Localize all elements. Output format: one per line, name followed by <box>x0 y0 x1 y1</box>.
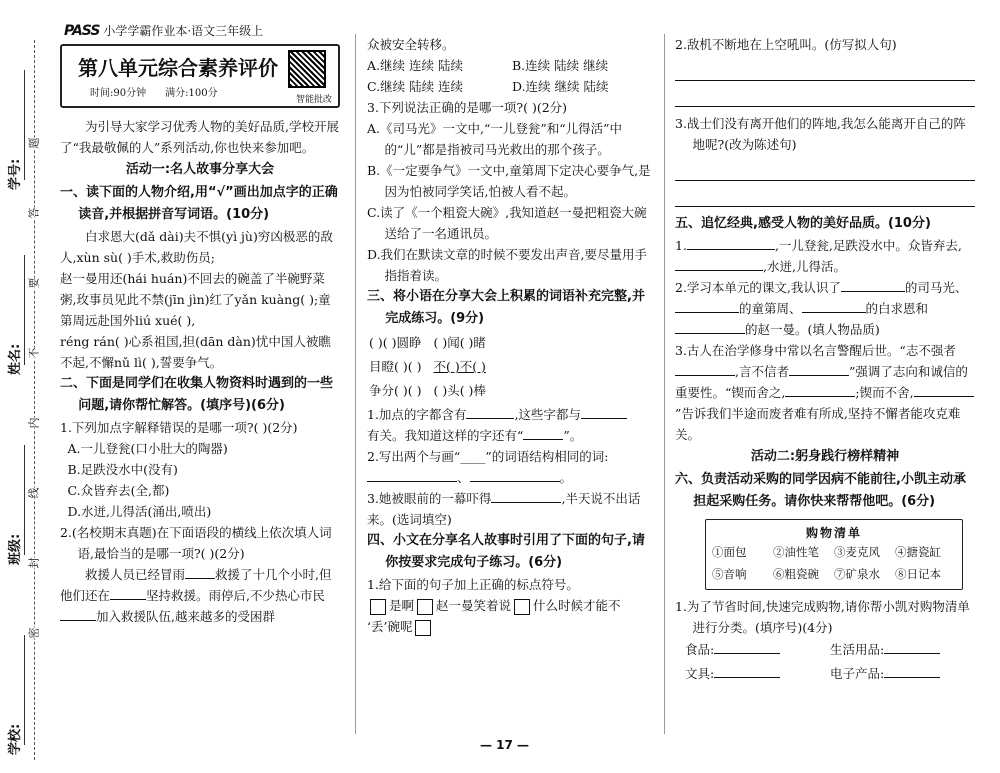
answer-blank[interactable] <box>914 396 974 397</box>
seal-word: 线 <box>27 487 41 499</box>
fill-line[interactable] <box>24 635 25 745</box>
text: 救援人员已经冒雨 <box>85 567 186 582</box>
series-title: 小学学霸作业本·语文三年级上 <box>103 24 264 38</box>
seal-word: 不 <box>27 347 41 359</box>
text: ,一儿登瓮,足跌没水中。众皆弃去, <box>774 238 962 253</box>
shopping-items <box>712 541 956 585</box>
passage-line: 赵一曼用还(hái huán)不回去的碗盖了半碗野菜粥,玫事员见此不禁(jīn jìn)红了yǎn kuàng( );童第周远赴国外liú xué( ), <box>60 271 331 328</box>
question <box>675 277 975 340</box>
question <box>367 425 657 446</box>
answer-blank[interactable] <box>523 439 563 440</box>
column-right <box>675 34 975 686</box>
text: ;锲而不舍, <box>855 385 914 400</box>
option-grid <box>367 55 657 97</box>
option[interactable]: B.《一定要争气》一文中,童第周下定决心要争气,是因为怕被同学笑话,怕被人看不起。 <box>367 163 651 199</box>
option[interactable]: A.一儿登瓮(口小肚大的陶器) <box>67 441 228 456</box>
binding-strip <box>4 40 50 760</box>
answer-line: 、 。 <box>367 467 657 488</box>
category-grid <box>675 638 975 686</box>
idiom-cell[interactable]: ( )头( )棒 <box>433 383 486 398</box>
question <box>367 488 657 530</box>
text: 文具: <box>685 666 715 681</box>
text: 的童第周、 <box>739 301 802 316</box>
question: 1.为了节省时间,快速完成购物,请你帮小凯对购物清单进行分类。(填序号)(4分) <box>675 599 970 635</box>
shop-item: ⑤音响 <box>712 567 747 581</box>
shop-item: ④搪瓷缸 <box>895 545 941 559</box>
question: 2.敌机不断地在上空吼叫。(仿写拟人句) <box>675 37 897 52</box>
section-heading: 一、读下面的人物介绍,用“√”画出加点字的正确读音,并根据拼音写词语。(10分) <box>60 185 338 222</box>
answer-line[interactable] <box>675 55 975 81</box>
brand-logo: PASS <box>64 23 100 39</box>
question: 1.给下面的句子加上正确的标点符号。 <box>367 577 579 592</box>
question <box>675 235 975 277</box>
text: ”告诉我们半途而废者难有所成,坚持不懈者能攻克难关。 <box>675 406 961 442</box>
text: 加入救援队伍,越来越多的受困群 <box>96 609 275 624</box>
text: 3.古人在治学修身中常以名言警醒后世。“志不强者 <box>675 343 956 358</box>
text: 电子产品: <box>830 666 885 681</box>
text: 3.她被眼前的一幕吓得 <box>367 491 492 506</box>
field-class: 班级: <box>8 533 23 565</box>
shop-item: ⑦矿泉水 <box>834 567 880 581</box>
option[interactable]: D.水迸,儿得活(涌出,喷出) <box>67 504 212 519</box>
text: ,言不信者 <box>735 364 789 379</box>
idiom-cell[interactable]: ( )闻( )睹 <box>433 335 486 350</box>
idiom-cell[interactable]: 不( )不( ) <box>433 359 486 374</box>
text: ,水迸,儿得活。 <box>763 259 846 274</box>
answer-blank[interactable] <box>714 677 780 678</box>
full-score: 满分:100分 <box>165 88 218 99</box>
text: 1. <box>675 238 687 253</box>
time-limit: 时间:90分钟 <box>90 88 147 99</box>
text: ‘丢’碗呢 <box>367 619 413 634</box>
text: ”。 <box>563 428 583 443</box>
category-daily <box>830 638 975 662</box>
text: 1.加点的字都含有 <box>367 407 467 422</box>
fill-line[interactable] <box>24 70 25 180</box>
answer-blank[interactable] <box>675 312 739 313</box>
punctuation-sentence <box>367 616 657 637</box>
answer-blank[interactable] <box>185 578 215 579</box>
passage-line: 众被安全转移。 <box>367 37 455 52</box>
answer-blank[interactable] <box>687 249 775 250</box>
text: 赵一曼笑着说 <box>436 598 512 613</box>
shop-item: ②油性笔 <box>773 545 819 559</box>
question: 3.下列说法正确的是哪一项?( )(2分) <box>367 100 568 115</box>
answer-blank[interactable] <box>466 418 514 419</box>
text: ,半天说不出话来。(选词填空) <box>367 491 641 527</box>
seal-word: 密 <box>27 627 41 639</box>
text: ,这些字都与 <box>514 407 581 422</box>
option[interactable]: D.我们在默读文章的时候不要发出声音,要尽量用手指指着读。 <box>367 247 648 283</box>
activity-heading: 活动一:名人故事分享大会 <box>125 162 275 177</box>
seal-word: 内 <box>27 417 41 429</box>
answer-blank[interactable] <box>675 270 763 271</box>
option[interactable]: B.连续 陆续 继续 <box>512 58 609 73</box>
section-heading: 二、下面是同学们在收集人物资料时遇到的一些问题,请你帮忙解答。(填序号)(6分) <box>60 376 334 413</box>
section-heading: 六、负责活动采购的同学因病不能前往,小凯主动承担起采购任务。请你快来帮帮他吧。(6分) <box>675 472 966 509</box>
shop-item: ①面包 <box>712 545 747 559</box>
text: 2.学习本单元的课文,我认识了 <box>675 280 841 295</box>
shopping-list <box>705 519 963 590</box>
category-stationery <box>685 662 830 686</box>
text: 是啊 <box>389 598 415 613</box>
answer-line[interactable] <box>675 155 975 181</box>
qr-code-icon[interactable] <box>288 50 326 88</box>
text: 的赵一曼。(填人物品质) <box>745 322 880 337</box>
shop-item: ⑧日记本 <box>895 567 941 581</box>
passage-line: réng rán( )心系祖国,担(dān dàn)忧中国人被瞧不起,不懈nǔ lì( ),誓要争气。 <box>60 334 331 370</box>
intro-text: 为引导大家学习优秀人物的美好品质,学校开展了“我最敬佩的人”系列活动,你也快来参加吧。 <box>60 119 339 155</box>
idiom-table <box>367 330 498 404</box>
seal-word: 答 <box>27 207 41 219</box>
page-number: — 17 — <box>480 738 530 752</box>
punctuation-box[interactable] <box>370 599 386 615</box>
answer-blank[interactable] <box>714 653 780 654</box>
option[interactable]: A.继续 连续 陆续 <box>367 58 463 73</box>
answer-blank[interactable] <box>789 375 849 376</box>
seal-word: 题 <box>27 137 41 149</box>
text: 的司马光、 <box>904 280 968 295</box>
option[interactable]: C.读了《一个粗瓷大碗》,我知道赵一曼把粗瓷大碗送给了一名通讯员。 <box>367 205 647 241</box>
answer-blank[interactable] <box>367 481 457 482</box>
answer-blank[interactable] <box>884 677 940 678</box>
passage-line <box>60 564 340 627</box>
answer-blank[interactable] <box>491 502 561 503</box>
category-food <box>685 638 830 662</box>
answer-blank[interactable] <box>841 291 905 292</box>
punctuation-sentence <box>367 595 657 616</box>
answer-line[interactable] <box>675 181 975 207</box>
activity-heading: 活动二:躬身践行榜样精神 <box>750 449 900 464</box>
answer-blank[interactable] <box>675 375 735 376</box>
punctuation-box[interactable] <box>417 599 433 615</box>
option[interactable]: D.连续 继续 陆续 <box>512 79 609 94</box>
text: 救援了十几个小时,但他们还在 <box>60 567 332 603</box>
page-title: 第八单元综合素养评价 <box>78 56 278 80</box>
exam-meta <box>90 84 218 99</box>
option[interactable]: C.继续 陆续 连续 <box>367 79 464 94</box>
idiom-cell[interactable]: ( )( )圆睁 <box>369 335 422 350</box>
option[interactable]: C.众皆弃去(全,都) <box>67 483 170 498</box>
seal-word: 封 <box>27 557 41 569</box>
column-middle <box>367 34 657 637</box>
question <box>675 340 975 445</box>
field-name: 姓名: <box>8 343 23 375</box>
text: 有关。我知道这样的字还有“ <box>367 428 524 443</box>
answer-blank[interactable] <box>802 312 866 313</box>
question: 2.(名校期末真题)在下面语段的横线上依次填人词语,最恰当的是哪一项?( )(2分) <box>60 525 332 561</box>
column-left <box>60 34 340 627</box>
text: 什么时候才能不 <box>533 598 621 613</box>
text: 的白求恩和 <box>865 301 929 316</box>
option[interactable]: A.《司马光》一文中,“一儿登瓮”和“儿得活”中的“儿”都是指被司马光救出的那个孩子。 <box>367 121 623 157</box>
answer-line[interactable] <box>675 81 975 107</box>
answer-blank[interactable] <box>470 481 560 482</box>
question: 2.写出两个与画“____”的词语结构相同的词: <box>367 449 609 464</box>
answer-blank[interactable] <box>110 599 146 600</box>
fill-line[interactable] <box>24 445 25 555</box>
passage-line: 白求恩大(dǎ dài)夫不惧(yì jù)穷凶极恶的敌人,xùn sù( )手术,救助伤员; <box>60 229 333 265</box>
text: 生活用品: <box>830 642 885 657</box>
text: 坚持救援。雨停后,不少热心市民 <box>146 588 325 603</box>
answer-blank[interactable] <box>60 620 96 621</box>
text: ”强调了志向和诚信的重要性。“锲而舍之, <box>675 364 968 400</box>
option[interactable]: B.足跌没水中(没有) <box>67 462 178 477</box>
shop-item: ⑥粗瓷碗 <box>773 567 819 581</box>
idiom-cell[interactable]: 目瞪( )( ) <box>369 359 422 374</box>
text: 食品: <box>685 642 715 657</box>
question <box>367 404 657 425</box>
punctuation-box[interactable] <box>415 620 431 636</box>
question: 3.战士们没有离开他们的阵地,我怎么能离开自己的阵地呢?(改为陈述句) <box>675 116 966 152</box>
punctuation-box[interactable] <box>514 599 530 615</box>
ai-grading-label: 智能批改 <box>295 95 332 105</box>
question: 1.下列加点字解释错误的是哪一项?( )(2分) <box>60 420 298 435</box>
answer-blank[interactable] <box>581 418 627 419</box>
field-school: 学校: <box>8 723 23 755</box>
category-electronics <box>830 662 975 686</box>
title-box <box>60 44 340 108</box>
section-heading: 五、追忆经典,感受人物的美好品质。(10分) <box>675 216 931 231</box>
section-heading: 三、将小语在分享大会上积累的词语补充完整,并完成练习。(9分) <box>367 289 645 326</box>
column-divider <box>664 34 665 734</box>
answer-blank[interactable] <box>675 333 745 334</box>
answer-blank[interactable] <box>785 396 855 397</box>
idiom-cell[interactable]: 争分( )( ) <box>369 383 422 398</box>
column-divider <box>355 34 356 734</box>
answer-blank[interactable] <box>884 653 940 654</box>
shopping-list-title: 购物清单 <box>805 526 862 540</box>
seal-word: 要 <box>27 277 41 289</box>
section-heading: 四、小文在分享名人故事时引用了下面的句子,请你按要求完成句子练习。(6分) <box>367 533 645 570</box>
field-student-id: 学号: <box>8 158 23 190</box>
shop-item: ③麦克风 <box>834 545 880 559</box>
